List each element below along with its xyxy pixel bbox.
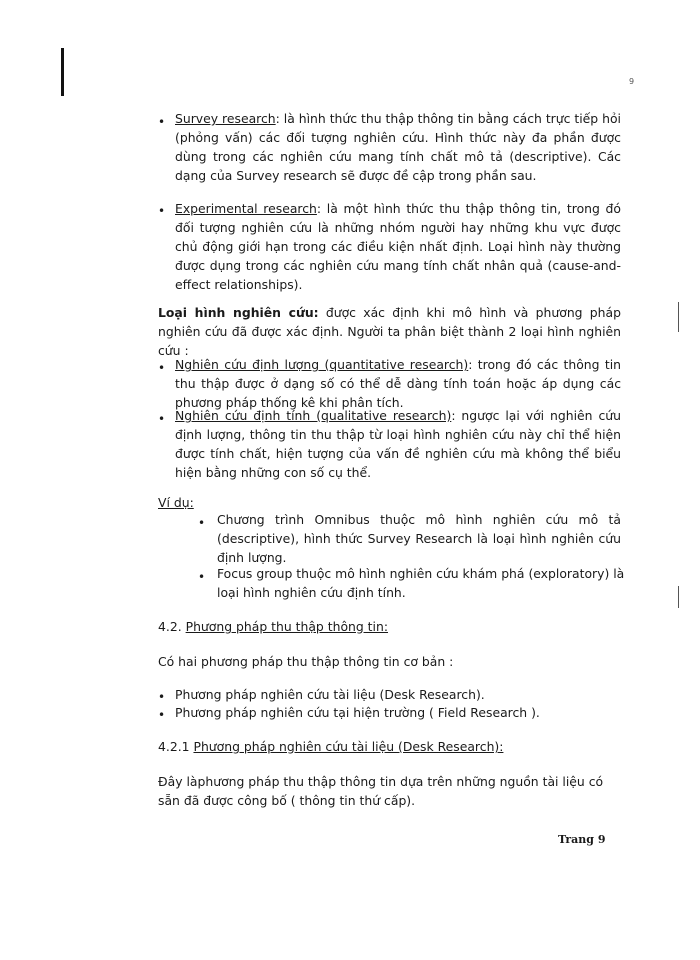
bullet-icon: • bbox=[158, 690, 166, 704]
research-types-heading: Loại hình nghiên cứu: bbox=[158, 305, 319, 320]
bullet-icon: • bbox=[158, 412, 166, 426]
qualitative-term: Nghiên cứu định tính (qualitative research) bbox=[175, 408, 452, 423]
qualitative-paragraph bbox=[175, 406, 621, 482]
bullet-icon: • bbox=[158, 361, 166, 375]
quantitative-text: : trong đó các thông tin thu thập được ở dạng số có thể dễ dàng tính toán hoặc áp dụng các phương pháp thống kê khi phân tích. bbox=[175, 357, 621, 410]
methods-intro: Có hai phương pháp thu thập thông tin cơ bản : bbox=[158, 654, 454, 669]
desk-research-paragraph: Đây làphương pháp thu thập thông tin dựa trên những nguồn tài liệu có sẵn đã được công bố ( thông tin thứ cấp). bbox=[158, 774, 604, 808]
quantitative-paragraph bbox=[175, 355, 621, 412]
section-title: Phương pháp nghiên cứu tài liệu (Desk Research): bbox=[193, 739, 504, 754]
scan-edge-line bbox=[678, 586, 679, 608]
bullet-icon: • bbox=[198, 516, 206, 530]
section-4-2-heading bbox=[158, 617, 388, 636]
example-item: Chương trình Omnibus thuộc mô hình nghiên cứu mô tả (descriptive), hình thức Survey Research là loại hình nghiên cứu định lượng. bbox=[217, 512, 621, 565]
method-item: Phương pháp nghiên cứu tại hiện trường ( Field Research ). bbox=[175, 705, 540, 720]
quantitative-term: Nghiên cứu định lượng (quantitative research) bbox=[175, 357, 469, 372]
experimental-text: : là một hình thức thu thập thông tin, trong đó đối tượng nghiên cứu là những nhóm người hay những khu vực được chủ động giới hạn trong các điều kiện nhất định. Loại hình này thường được dụng trong các nghiên cứu mang tính chất nhân quả (cause-and-effect relationships). bbox=[175, 201, 621, 292]
example-label bbox=[158, 493, 194, 512]
section-4-2-1-heading bbox=[158, 737, 503, 756]
section-title: Phương pháp thu thập thông tin: bbox=[185, 619, 389, 634]
method-item: Phương pháp nghiên cứu tài liệu (Desk Research). bbox=[175, 687, 485, 702]
survey-paragraph bbox=[175, 109, 621, 185]
qualitative-text: : ngược lại với nghiên cứu định lượng, thông tin thu thập từ loại hình nghiên cứu này chỉ thể hiện được tính chất, hiện tượng của vấn đề nghiên cứu mà không thể biểu hiện bằng những con số cụ thể. bbox=[175, 408, 621, 480]
survey-term: Survey research bbox=[175, 111, 276, 126]
section-number: 4.2. bbox=[158, 619, 186, 634]
corner-page-number: 9 bbox=[629, 77, 635, 86]
research-types-text: được xác định khi mô hình và phương pháp nghiên cứu đã được xác định. Người ta phân biệt thành 2 loại hình nghiên cứu : bbox=[158, 305, 621, 358]
survey-text: : là hình thức thu thập thông tin bằng cách trực tiếp hỏi (phỏng vấn) các đối tượng nghiên cứu. Hình thức này đa phần được dùng trong các nghiên cứu mang tính chất mô tả (descriptive). Các dạng của Survey research sẽ được đề cập trong phần sau. bbox=[175, 111, 621, 183]
research-types-paragraph bbox=[158, 303, 621, 360]
bullet-icon: • bbox=[158, 204, 166, 218]
example-label-text: Ví dụ: bbox=[158, 495, 194, 510]
bullet-icon: • bbox=[158, 708, 166, 722]
experimental-paragraph bbox=[175, 199, 621, 294]
scan-edge-line bbox=[678, 302, 679, 332]
experimental-term: Experimental research bbox=[175, 201, 317, 216]
bullet-icon: • bbox=[198, 570, 206, 584]
example-item: Focus group thuộc mô hình nghiên cứu khám phá (exploratory) là loại hình nghiên cứu định tính. bbox=[217, 566, 625, 600]
section-number: 4.2.1 bbox=[158, 739, 194, 754]
page-footer: Trang 9 bbox=[558, 833, 606, 846]
bullet-icon: • bbox=[158, 115, 166, 129]
scan-margin-mark bbox=[61, 48, 64, 96]
